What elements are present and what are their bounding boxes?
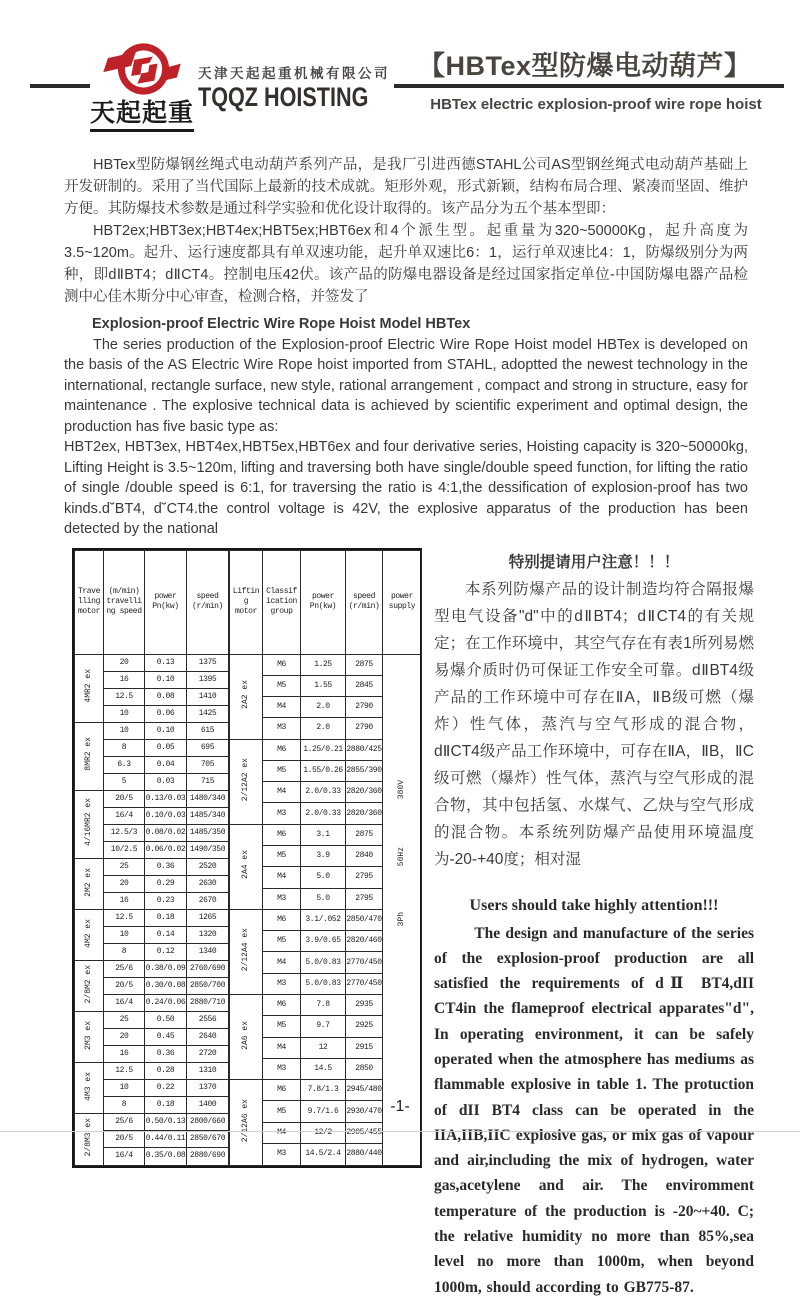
table-cell: 0.06 xyxy=(145,705,187,722)
page-subtitle-en: HBTex electric explosion-proof wire rope hoist xyxy=(430,96,762,113)
en-heading: Explosion-proof Electric Wire Rope Hoist Model HBTex xyxy=(92,316,471,332)
table-cell: 10 xyxy=(104,1080,145,1097)
table-cell: 5.0/0.83 xyxy=(301,973,346,994)
table-row xyxy=(75,790,229,807)
table-cell: 2880/710 xyxy=(187,995,229,1012)
table-cell: 10/2.5 xyxy=(104,841,145,858)
brand-name-cn: 天起起重 xyxy=(90,100,194,132)
table-row xyxy=(75,1012,229,1029)
table-cell: 0.13/0.03 xyxy=(145,790,187,807)
table-cell: 20/5 xyxy=(104,790,145,807)
logo-column xyxy=(90,38,194,132)
table-cell: M4 xyxy=(263,952,301,973)
notice-en-title: Users should take highly attention!!! xyxy=(469,896,719,914)
table-cell: 3.9/0.65 xyxy=(301,931,346,952)
table-cell: 1.25/0.21 xyxy=(301,739,346,760)
table-cell: 2790 xyxy=(346,718,383,739)
cn-paragraph-1: HBTex型防爆钢丝绳式电动葫芦系列产品，是我厂引进西德STAHL公司AS型钢丝绳式电动葫芦基础上开发研制的。采用了当代国际上最新的技术成就。矩形外观，形式新颖，结构布局合理、紧凑而坚固、维护方便。其防爆技术参数是通过科学实验和优化设计取得的。该产品分为五个基本型即： xyxy=(64,157,748,217)
table-cell: 2720 xyxy=(187,1046,229,1063)
table-cell: 0.18 xyxy=(145,1097,187,1114)
table-cell: 5.0/0.83 xyxy=(301,952,346,973)
table-cell: 25/6 xyxy=(104,1114,145,1131)
travel-motor-label-text: 2M3 ex xyxy=(84,1020,93,1050)
table-cell: 1265 xyxy=(187,909,229,926)
table-cell: 16 xyxy=(104,671,145,688)
header-power-right: power Pn(kw) xyxy=(301,550,346,654)
table-cell: 0.03 xyxy=(145,773,187,790)
company-name-en: TQQZ HOISTING xyxy=(198,82,369,112)
table-cell: 2930/470 xyxy=(346,1101,383,1122)
table-row xyxy=(75,909,229,926)
table-cell: 0.10/0.03 xyxy=(145,807,187,824)
table-cell: 2770/450 xyxy=(346,952,383,973)
cn-paragraph-2: HBT2ex;HBT3ex;HBT4ex;HBT5ex;HBT6ex和4个派生型。起重量为320~50000Kg，起升高度为3.5~120m。起升、运行速度都具有单双速功能，起升单双速比6：1，运行单双速比4：1，防爆级别分为两种，即dⅡBT4；dⅡCT4。控制电压42伏。该产品的防爆电器设备是经过国家指定单位-中国防爆电器产品检测中心佳木斯分中心审查，检测合格，并签发了 xyxy=(64,223,748,305)
table-row xyxy=(75,654,229,671)
notice-cn-body: 本系列防爆产品的设计制造均符合隔报爆型电气设备"d"中的dⅡBT4；dⅡCT4的有关规定；在工作环境中，其空气存在有表1所列易燃易爆介质时仍可保证工作安全可靠。dⅡBT4级产品的工作环境中可存在ⅡA，ⅡB级可燃（爆炸）性气体，蒸汽与空气形成的混合物，dⅡCT4级产品工作环境中，可存在ⅡA，ⅡB，ⅡC级可燃（爆炸）性气体，蒸汽与空气形成的混合物，其中包括氢、水煤气、乙炔与空气形成的混合物。本系统列防爆产品使用环境温度为-20-+40度；相对湿 xyxy=(434,580,754,868)
chinese-intro xyxy=(64,154,748,308)
travel-motor-label-text: 8MR2 ex xyxy=(84,737,93,771)
table-cell: M6 xyxy=(263,909,301,930)
table-cell: M6 xyxy=(263,824,301,845)
table-cell: 0.50 xyxy=(145,1012,187,1029)
lift-motor-label-text: 2/12A4 ex xyxy=(241,928,250,972)
table-cell: 12.5/3 xyxy=(104,824,145,841)
table-cell: 3.1/.052 xyxy=(301,909,346,930)
table-cell: 20 xyxy=(104,654,145,671)
spec-table-column xyxy=(72,548,422,1300)
header-travelling-motor: Travelling motor xyxy=(75,550,104,654)
table-cell: 1310 xyxy=(187,1063,229,1080)
table-cell: 0.08/0.02 xyxy=(145,824,187,841)
table-cell: 5.0 xyxy=(301,888,346,909)
table-cell: 20/5 xyxy=(104,1131,145,1148)
table-cell: 0.23 xyxy=(145,892,187,909)
table-cell: M5 xyxy=(263,760,301,781)
table-cell: M6 xyxy=(263,1080,301,1101)
table-cell: 8 xyxy=(104,739,145,756)
table-cell: 14.5/2.4 xyxy=(301,1143,346,1165)
lift-motor-label xyxy=(230,739,263,824)
table-cell: 0.36 xyxy=(145,1046,187,1063)
table-cell: 0.38/0.09 xyxy=(145,961,187,978)
table-cell: 2880/690 xyxy=(187,1148,229,1165)
travel-motor-label-text: 4/16MR2 ex xyxy=(84,798,93,847)
notice-cn-title: 特别提请用户注意！！！ xyxy=(508,553,680,571)
table-cell: 25 xyxy=(104,858,145,875)
table-cell: M3 xyxy=(263,803,301,824)
table-cell: 1490/350 xyxy=(187,841,229,858)
table-cell: 2.0 xyxy=(301,718,346,739)
table-cell: 3.9 xyxy=(301,846,346,867)
lift-motor-label-text: 2A6 ex xyxy=(241,1020,250,1050)
travel-motor-label-text: 4M2 ex xyxy=(84,918,93,948)
table-cell: 5.0 xyxy=(301,867,346,888)
english-intro xyxy=(64,314,748,540)
table-cell: 2850 xyxy=(346,1058,383,1079)
table-cell: 5 xyxy=(104,773,145,790)
table-cell: M4 xyxy=(263,782,301,803)
power-supply-label: 3Ph xyxy=(397,911,406,927)
lift-motor-label-text: 2/12A2 ex xyxy=(241,758,250,802)
table-cell: M5 xyxy=(263,1101,301,1122)
table-cell: 2770/450 xyxy=(346,973,383,994)
table-cell: 1485/350 xyxy=(187,824,229,841)
table-row xyxy=(75,858,229,875)
lift-motor-label xyxy=(230,995,263,1080)
table-cell: 2556 xyxy=(187,1012,229,1029)
travel-motor-label xyxy=(75,961,104,1012)
header-travelling-speed: (m/min) travelling speed xyxy=(104,550,145,654)
table-cell: 0.14 xyxy=(145,927,187,944)
table-cell: 0.28 xyxy=(145,1063,187,1080)
company-logo-block xyxy=(90,38,394,150)
table-cell: 14.5 xyxy=(301,1058,346,1079)
table-cell: 25/6 xyxy=(104,961,145,978)
two-column-section xyxy=(0,548,800,1300)
table-cell: 615 xyxy=(187,722,229,739)
lift-motor-label-text: 2A2 ex xyxy=(241,680,250,709)
header-classification-group: Classification group xyxy=(263,550,301,654)
table-row xyxy=(75,1063,229,1080)
table-cell: 20 xyxy=(104,875,145,892)
table-cell: 0.05 xyxy=(145,739,187,756)
notice-en-body: The design and manufacture of the series of the explosion-proof production are all satisfied the requirements of dⅡ BT4,dII CT4in the flameproof electrical apparates"d", In operating environment, it can be safely operated when the atmosphere has mediums as flammable explosive in table 1. The protuction of dII BT4 class can be operated in the IIA,IIB,IIC explosive gas, or mix gas of vapour and air,including the mix of hydrogen, water gas,acetylene and air. The enviromment temperature of the production is -20~+40. C; the relative humidity no more than 85%,sea level no more than 1000m, when beyond 1000m, should according to GB775-87. xyxy=(434,924,754,1296)
table-cell: 10 xyxy=(104,705,145,722)
table-cell: 12.5 xyxy=(104,909,145,926)
table-cell: 2945/480 xyxy=(346,1080,383,1101)
lift-motor-label-text: 2/12A6 ex xyxy=(241,1098,250,1142)
table-cell: 2.0/0.33 xyxy=(301,803,346,824)
table-cell: M3 xyxy=(263,1058,301,1079)
notice-column xyxy=(434,548,754,1300)
table-cell: 7.8 xyxy=(301,995,346,1016)
power-supply-label: 380V xyxy=(397,779,406,799)
table-cell: 12.5 xyxy=(104,688,145,705)
table-cell: 2935 xyxy=(346,995,383,1016)
table-cell: 2875 xyxy=(346,654,383,675)
table-cell: 12 xyxy=(301,1037,346,1058)
table-cell: 1395 xyxy=(187,671,229,688)
table-cell: 1485/340 xyxy=(187,807,229,824)
lift-motor-label-text: 2A4 ex xyxy=(241,850,250,880)
table-cell: 0.08 xyxy=(145,688,187,705)
table-cell: M5 xyxy=(263,1016,301,1037)
table-cell: 715 xyxy=(187,773,229,790)
table-cell: 0.12 xyxy=(145,944,187,961)
header-power-supply: power supply xyxy=(383,550,422,654)
page-title: 【HBTex型防爆电动葫芦】 xyxy=(418,51,752,81)
table-cell: 20 xyxy=(104,1029,145,1046)
page-number: -1- xyxy=(390,1098,410,1115)
table-cell: 12/2 xyxy=(301,1122,346,1143)
table-cell: M3 xyxy=(263,718,301,739)
table-cell: 0.24/0.06 xyxy=(145,995,187,1012)
header-lifting-motor: Lifting motor xyxy=(230,550,263,654)
travel-motor-label-text: 4M3 ex xyxy=(84,1071,93,1101)
table-cell: 0.22 xyxy=(145,1080,187,1097)
table-cell: 2850/700 xyxy=(187,978,229,995)
page-header xyxy=(0,0,800,150)
table-cell: 705 xyxy=(187,756,229,773)
table-cell: 0.30/0.08 xyxy=(145,978,187,995)
table-cell: M6 xyxy=(263,995,301,1016)
table-cell: 2760/690 xyxy=(187,961,229,978)
table-row xyxy=(230,654,422,675)
table-cell: 16/4 xyxy=(104,807,145,824)
table-cell: 2790 xyxy=(346,697,383,718)
table-cell: 16 xyxy=(104,892,145,909)
company-name-cn: 天津天起起重机械有限公司 xyxy=(198,66,391,81)
table-cell: M6 xyxy=(263,739,301,760)
table-cell: M3 xyxy=(263,1143,301,1165)
table-cell: 2820/460 xyxy=(346,931,383,952)
table-cell: 1410 xyxy=(187,688,229,705)
table-cell: M4 xyxy=(263,1037,301,1058)
table-cell: 2520 xyxy=(187,858,229,875)
table-cell: 2670 xyxy=(187,892,229,909)
table-cell: 2840 xyxy=(346,846,383,867)
power-supply-cell xyxy=(383,654,422,1165)
table-cell: 2800/660 xyxy=(187,1114,229,1131)
table-cell: 0.36 xyxy=(145,858,187,875)
header-speed-left: speed (r/min) xyxy=(187,550,229,654)
travel-motor-label-text: 4MR2 ex xyxy=(84,669,93,703)
table-cell: 9.7 xyxy=(301,1016,346,1037)
table-row xyxy=(75,722,229,739)
table-header-row xyxy=(230,550,422,654)
table-cell: 0.18 xyxy=(145,909,187,926)
lifting-motor-table xyxy=(229,550,422,1166)
power-supply-label: 50Hz xyxy=(397,846,406,866)
lift-motor-label xyxy=(230,909,263,994)
table-cell: 2850/470 xyxy=(346,909,383,930)
table-cell: M4 xyxy=(263,697,301,718)
table-cell: 1340 xyxy=(187,944,229,961)
table-cell: 0.10 xyxy=(145,671,187,688)
table-cell: 2845 xyxy=(346,675,383,696)
travel-motor-label xyxy=(75,790,104,858)
table-cell: 0.44/0.11 xyxy=(145,1131,187,1148)
spec-table xyxy=(72,548,422,1168)
table-cell: 0.04 xyxy=(145,756,187,773)
table-row xyxy=(75,1114,229,1131)
table-cell: 2850/670 xyxy=(187,1131,229,1148)
table-cell: 0.35/0.08 xyxy=(145,1148,187,1165)
lift-motor-label xyxy=(230,1080,263,1165)
table-cell: M3 xyxy=(263,888,301,909)
table-cell: 2855/390 xyxy=(346,760,383,781)
table-cell: 0.06/0.02 xyxy=(145,841,187,858)
table-cell: 8 xyxy=(104,944,145,961)
table-cell: 6.3 xyxy=(104,756,145,773)
table-cell: 2915 xyxy=(346,1037,383,1058)
travel-motor-label-text: 2/8M2 ex xyxy=(84,964,93,1004)
table-cell: 1400 xyxy=(187,1097,229,1114)
travel-motor-label xyxy=(75,858,104,909)
table-cell: 1320 xyxy=(187,927,229,944)
table-cell: 10 xyxy=(104,927,145,944)
table-cell: M4 xyxy=(263,867,301,888)
table-cell: 12.5 xyxy=(104,1063,145,1080)
table-cell: 1.25 xyxy=(301,654,346,675)
table-cell: 2905/455 xyxy=(346,1122,383,1143)
table-cell: 10 xyxy=(104,722,145,739)
travel-motor-label-text: 2M2 ex xyxy=(84,867,93,897)
document-title-block xyxy=(418,44,778,83)
table-cell: 25 xyxy=(104,1012,145,1029)
table-cell: 16/4 xyxy=(104,1148,145,1165)
table-cell: 2820/360 xyxy=(346,782,383,803)
table-cell: 1425 xyxy=(187,705,229,722)
table-cell: M6 xyxy=(263,654,301,675)
travel-motor-label xyxy=(75,1114,104,1165)
travel-motor-table xyxy=(74,550,229,1166)
travel-motor-label xyxy=(75,654,104,722)
table-cell: 1375 xyxy=(187,654,229,671)
table-cell: 2795 xyxy=(346,888,383,909)
table-cell: M5 xyxy=(263,931,301,952)
table-cell: 9.7/1.6 xyxy=(301,1101,346,1122)
table-cell: 2880/440 xyxy=(346,1143,383,1165)
table-cell: 2.0/0.33 xyxy=(301,782,346,803)
table-cell: 2875 xyxy=(346,824,383,845)
tqqz-logo-icon xyxy=(103,38,181,100)
table-cell: 7.8/1.3 xyxy=(301,1080,346,1101)
travel-motor-label-text: 2/8M3 ex xyxy=(84,1118,93,1157)
en-paragraph-1: The series production of the Explosion-proof Electric Wire Rope Hoist model HBTex is developed on the basis of the AS Electric Wire Rope hoist imported from STAHL, adoptted the newest technology in the international, rectangle surface, new style, rational arrangement , compact and strong in structure, easy for maintenance . The explosive technical data is achieved by scientific experiment and optimal design, the production has five basic type as: xyxy=(64,336,748,435)
table-cell: 2880/425 xyxy=(346,739,383,760)
table-cell: M4 xyxy=(263,1122,301,1143)
table-cell: 2.0 xyxy=(301,697,346,718)
header-power-left: power Pn(kw) xyxy=(145,550,187,654)
table-cell: 16 xyxy=(104,1046,145,1063)
table-cell: 2640 xyxy=(187,1029,229,1046)
en-paragraph-2: HBT2ex, HBT3ex, HBT4ex,HBT5ex,HBT6ex and four derivative series, Hoisting capacity is 320~50000kg, Lifting Height is 3.5~120m, lifting and traversing both have single/double speed function, for lifting the ratio of single /double speed is 6:1, for traversing the ratio is 4:1,the dessification of explosion-proof has two kinds.d˘BT4, d˘CT4.the control voltage is 42V, the explosive apparatus of the production has been detected by the national xyxy=(64,439,748,537)
table-cell: 1370 xyxy=(187,1080,229,1097)
table-cell: M3 xyxy=(263,973,301,994)
table-cell: 2795 xyxy=(346,867,383,888)
table-cell: 1.55/0.26 xyxy=(301,760,346,781)
table-cell: 2630 xyxy=(187,875,229,892)
table-cell: 16/4 xyxy=(104,995,145,1012)
travel-motor-label xyxy=(75,1012,104,1063)
table-cell: 2925 xyxy=(346,1016,383,1037)
header-speed-right: speed (r/min) xyxy=(346,550,383,654)
table-cell: 695 xyxy=(187,739,229,756)
lift-motor-label xyxy=(230,654,263,739)
table-cell: 0.29 xyxy=(145,875,187,892)
lift-motor-label xyxy=(230,824,263,909)
table-row xyxy=(75,961,229,978)
table-cell: M5 xyxy=(263,846,301,867)
table-cell: 8 xyxy=(104,1097,145,1114)
company-names xyxy=(198,62,411,111)
travel-motor-label xyxy=(75,909,104,960)
table-cell: 2820/360 xyxy=(346,803,383,824)
table-cell: 3.1 xyxy=(301,824,346,845)
travel-motor-label xyxy=(75,722,104,790)
table-cell: 0.10 xyxy=(145,722,187,739)
table-cell: 1480/340 xyxy=(187,790,229,807)
table-cell: M5 xyxy=(263,675,301,696)
table-cell: 0.45 xyxy=(145,1029,187,1046)
table-cell: 0.13 xyxy=(145,654,187,671)
table-cell: 1.55 xyxy=(301,675,346,696)
table-cell: 0.50/0.13 xyxy=(145,1114,187,1131)
table-cell: 20/5 xyxy=(104,978,145,995)
table-header-row xyxy=(75,550,229,654)
